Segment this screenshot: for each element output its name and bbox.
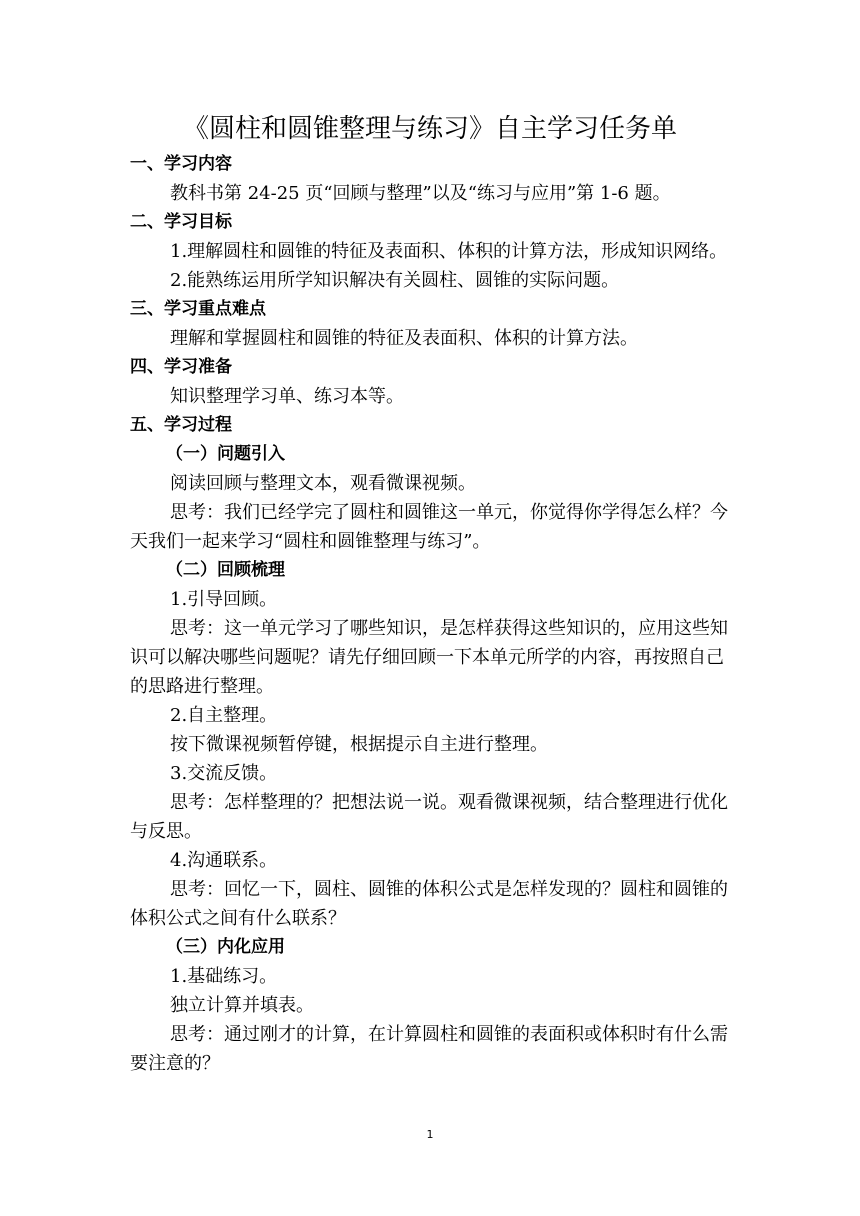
section-heading-process: 五、学习过程 [130, 415, 232, 435]
review-step-4-thinking: 思考：回忆一下，圆柱、圆锥的体积公式是怎样发现的？圆柱和圆锥的体积公式之间有什么联系？ [130, 879, 728, 929]
page-number: 1 [426, 1128, 434, 1141]
document-body [130, 150, 730, 1078]
section-heading-key-points: 三、学习重点难点 [130, 299, 266, 319]
preparation-text: 知识整理学习单、练习本等。 [170, 386, 404, 407]
review-step-1-thinking: 思考：这一单元学习了哪些知识，是怎样获得这些知识的，应用这些知识可以解决哪些问题呢？请先仔细回顾一下本单元所学的内容，再按照自己的思路进行整理。 [130, 618, 728, 697]
intro-text: 阅读回顾与整理文本，观看微课视频。 [170, 473, 476, 494]
application-step-1-thinking: 思考：通过刚才的计算，在计算圆柱和圆锥的表面积或体积时有什么需要注意的？ [130, 1024, 728, 1074]
review-step-3: 3.交流反馈。 [170, 763, 278, 784]
section-heading-content: 一、学习内容 [130, 154, 232, 174]
application-step-1-text: 独立计算并填表。 [170, 995, 314, 1016]
section-heading-preparation: 四、学习准备 [130, 357, 232, 377]
subsection-heading-application: （三）内化应用 [166, 937, 285, 957]
subsection-heading-intro: （一）问题引入 [166, 444, 285, 464]
content-text: 教科书第 24-25 页“回顾与整理”以及“练习与应用”第 1-6 题。 [170, 183, 671, 204]
subsection-heading-review: （二）回顾梳理 [166, 560, 285, 580]
key-points-text: 理解和掌握圆柱和圆锥的特征及表面积、体积的计算方法。 [170, 328, 638, 349]
review-step-1: 1.引导回顾。 [170, 589, 278, 610]
application-step-1: 1.基础练习。 [170, 966, 278, 987]
goal-1: 1.理解圆柱和圆锥的特征及表面积、体积的计算方法，形成知识网络。 [170, 241, 728, 262]
review-step-2-text: 按下微课视频暂停键，根据提示自主进行整理。 [170, 734, 548, 755]
goal-2: 2.能熟练运用所学知识解决有关圆柱、圆锥的实际问题。 [170, 270, 620, 291]
review-step-2: 2.自主整理。 [170, 705, 278, 726]
section-heading-goals: 二、学习目标 [130, 212, 232, 232]
intro-thinking: 思考：我们已经学完了圆柱和圆锥这一单元，你觉得你学得怎么样？今天我们一起来学习“圆柱和圆锥整理与练习”。 [130, 502, 728, 552]
review-step-4: 4.沟通联系。 [170, 850, 278, 871]
document-title: 《圆柱和圆锥整理与练习》自主学习任务单 [182, 114, 677, 144]
review-step-3-thinking: 思考：怎样整理的？把想法说一说。观看微课视频，结合整理进行优化与反思。 [130, 792, 728, 842]
